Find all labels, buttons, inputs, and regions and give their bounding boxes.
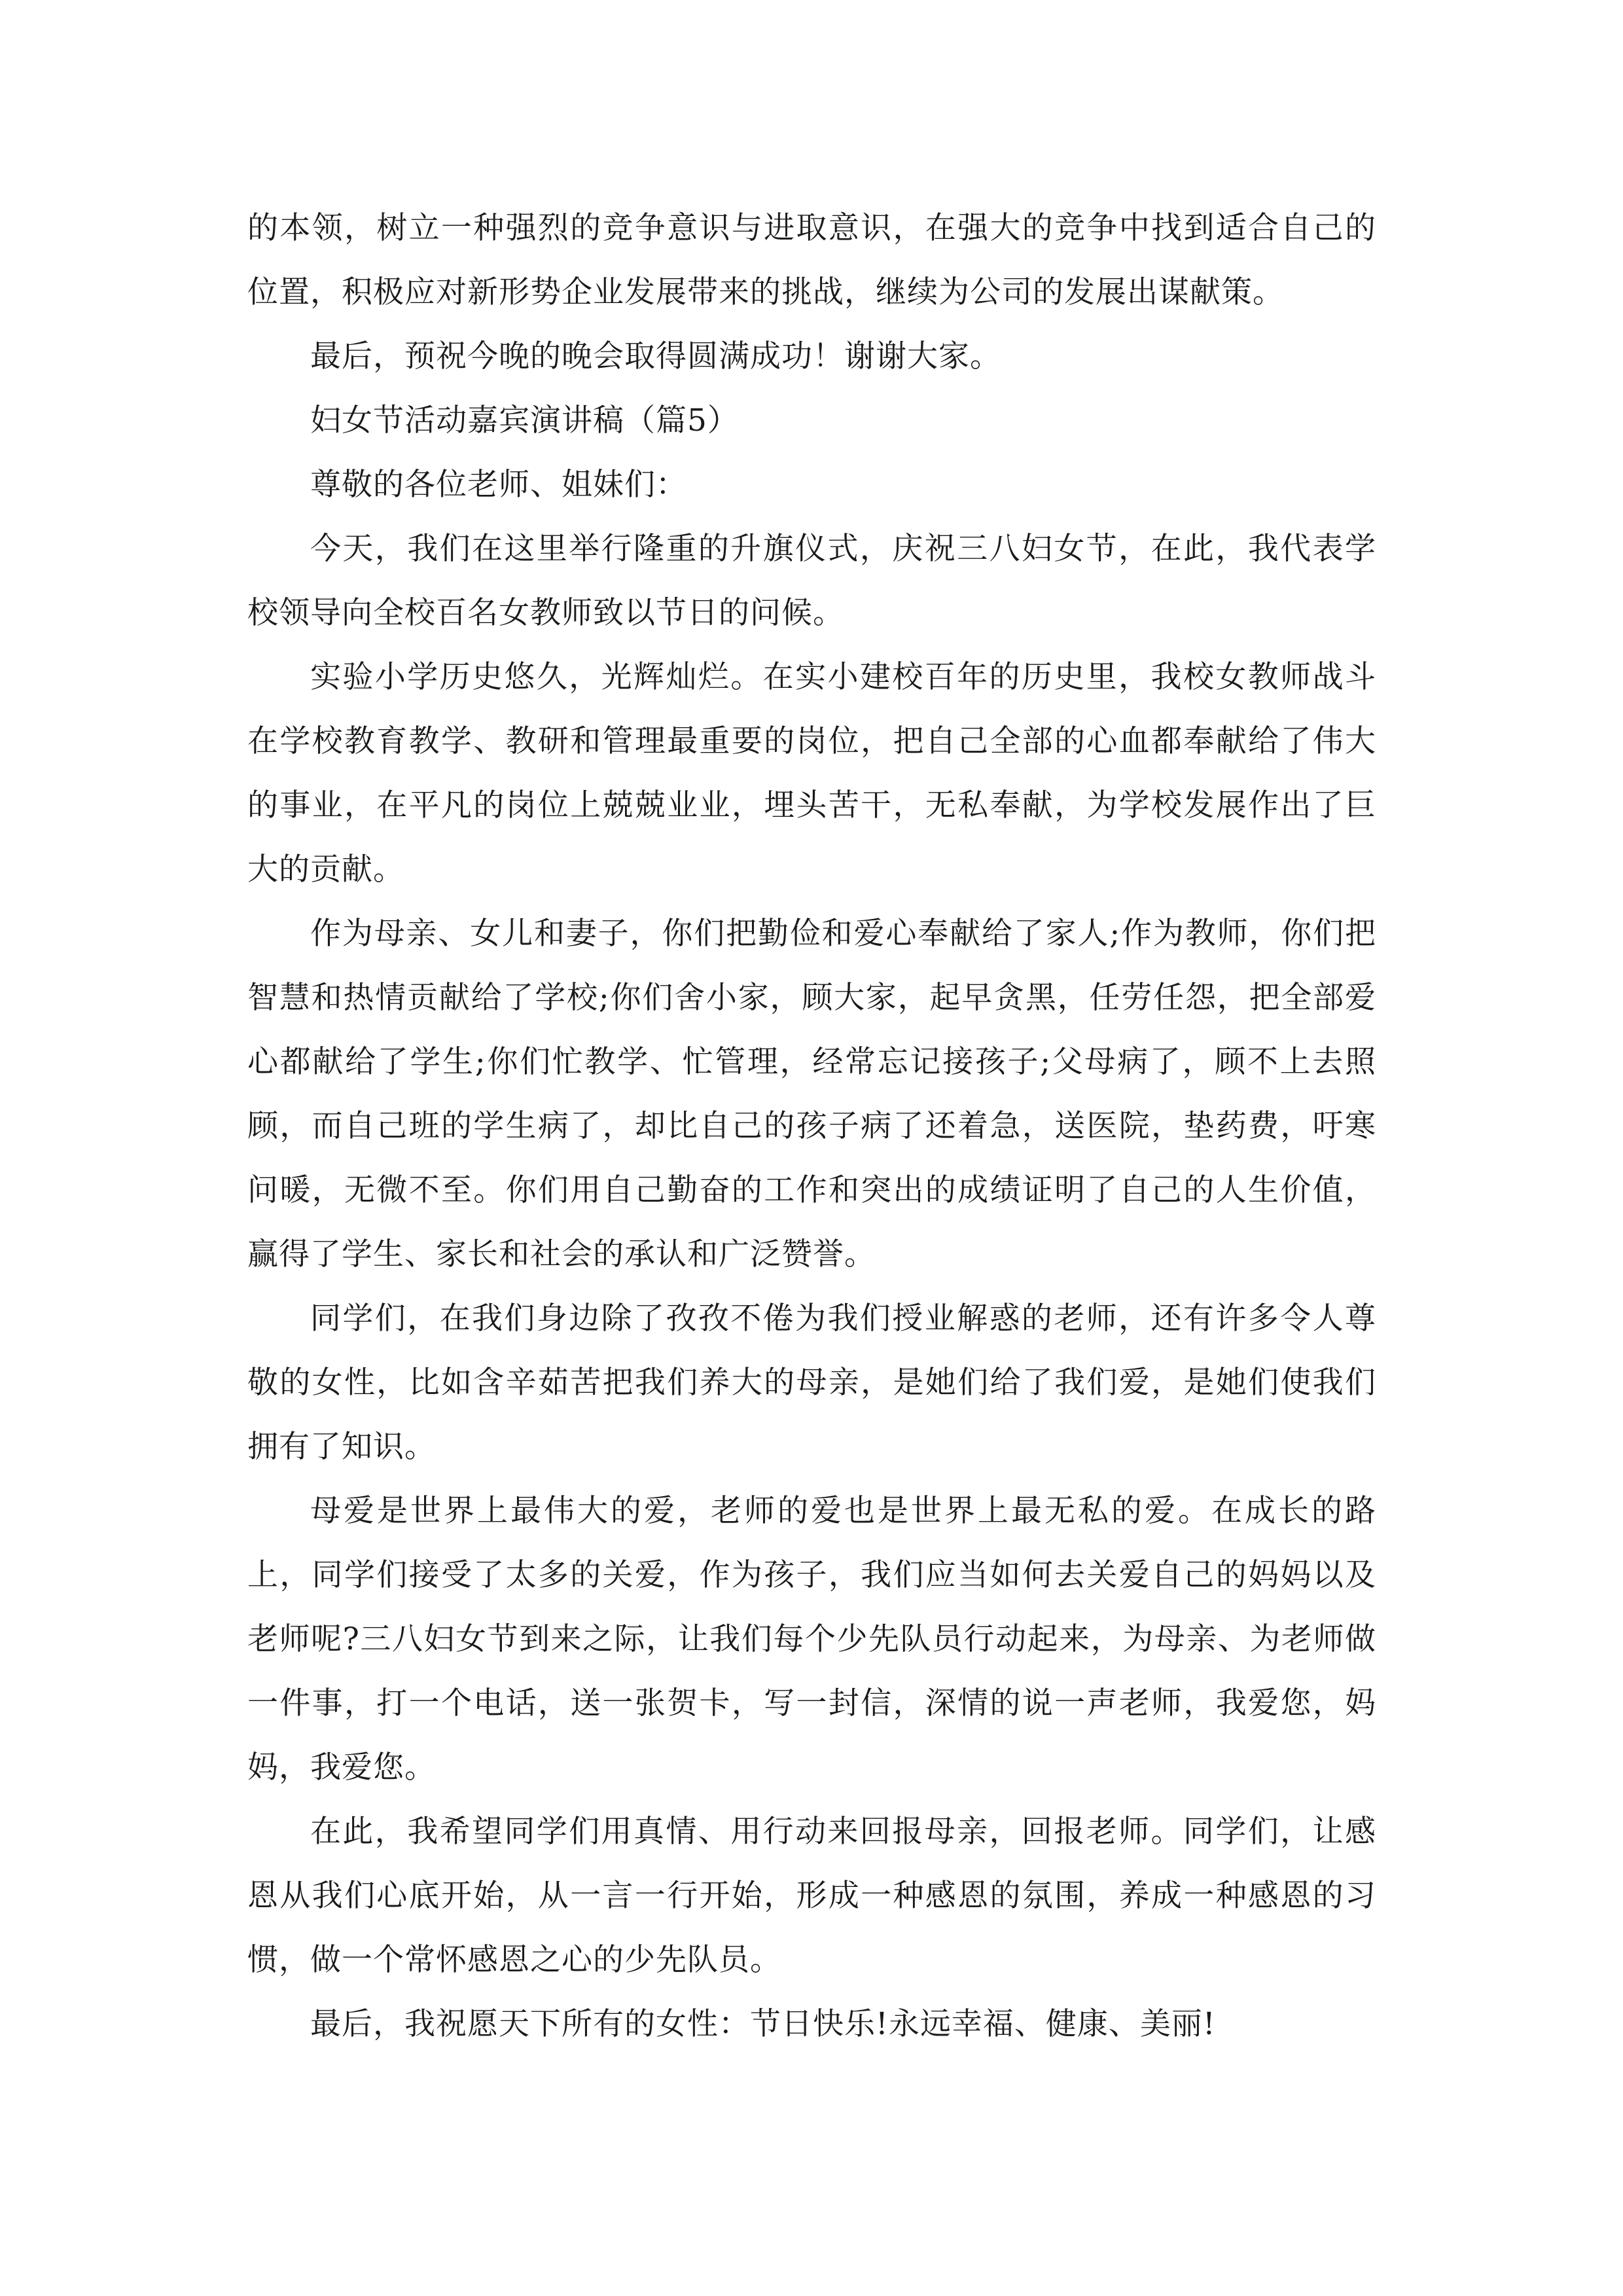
paragraph: 母爱是世界上最伟大的爱，老师的爱也是世界上最无私的爱。在成长的路上，同学们接受了太多的关爱，作为孩子，我们应当如何去关爱自己的妈妈以及老师呢?三八妇女节到来之际，让我们每个少先队员行动起来，为母亲、为老师做一件事，打一个电话，送一张贺卡，写一封信，深情的说一声老师，我爱您，妈妈，我爱您。 xyxy=(247,1493,1376,1785)
paragraph-closing-wish: 最后，预祝今晚的晚会取得圆满成功！谢谢大家。 xyxy=(310,338,1001,374)
paragraph: 在此，我希望同学们用真情、用行动来回报母亲，回报老师。同学们，让感恩从我们心底开始，从一言一行开始，形成一种感恩的氛围，养成一种感恩的习惯，做一个常怀感恩之心的少先队员。 xyxy=(247,1814,1376,1978)
salutation: 尊敬的各位老师、姐妹们： xyxy=(310,467,687,503)
paragraph: 今天，我们在这里举行隆重的升旗仪式，庆祝三八妇女节，在此，我代表学校领导向全校百名女教师致以节日的问候。 xyxy=(247,531,1376,631)
section-heading: 妇女节活动嘉宾演讲稿（篇5） xyxy=(310,403,739,439)
paragraph: 实验小学历史悠久，光辉灿烂。在实小建校百年的历史里，我校女教师战斗在学校教育教学、教研和管理最重要的岗位，把自己全部的心血都奉献给了伟大的事业，在平凡的岗位上兢兢业业，埋头苦干，无私奉献，为学校发展作出了巨大的贡献。 xyxy=(247,659,1376,888)
document-body xyxy=(247,196,1376,2056)
paragraph-final-wish: 最后，我祝愿天下所有的女性：节日快乐!永远幸福、健康、美丽! xyxy=(310,2006,1216,2042)
paragraph-continuation: 的本领，树立一种强烈的竞争意识与进取意识，在强大的竞争中找到适合自己的位置，积极应对新形势企业发展带来的挑战，继续为公司的发展出谋献策。 xyxy=(247,210,1376,310)
paragraph: 作为母亲、女儿和妻子，你们把勤俭和爱心奉献给了家人;作为教师，你们把智慧和热情贡献给了学校;你们舍小家，顾大家，起早贪黑，任劳任怨，把全部爱心都献给了学生;你们忙教学、忙管理，经常忘记接孩子;父母病了，顾不上去照顾，而自己班的学生病了，却比自己的孩子病了还着急，送医院，垫药费，吁寒问暖，无微不至。你们用自己勤奋的工作和突出的成绩证明了自己的人生价值，赢得了学生、家长和社会的承认和广泛赞誉。 xyxy=(247,916,1376,1272)
paragraph: 同学们，在我们身边除了孜孜不倦为我们授业解惑的老师，还有许多令人尊敬的女性，比如含辛茹苦把我们养大的母亲，是她们给了我们爱，是她们使我们拥有了知识。 xyxy=(247,1300,1376,1465)
